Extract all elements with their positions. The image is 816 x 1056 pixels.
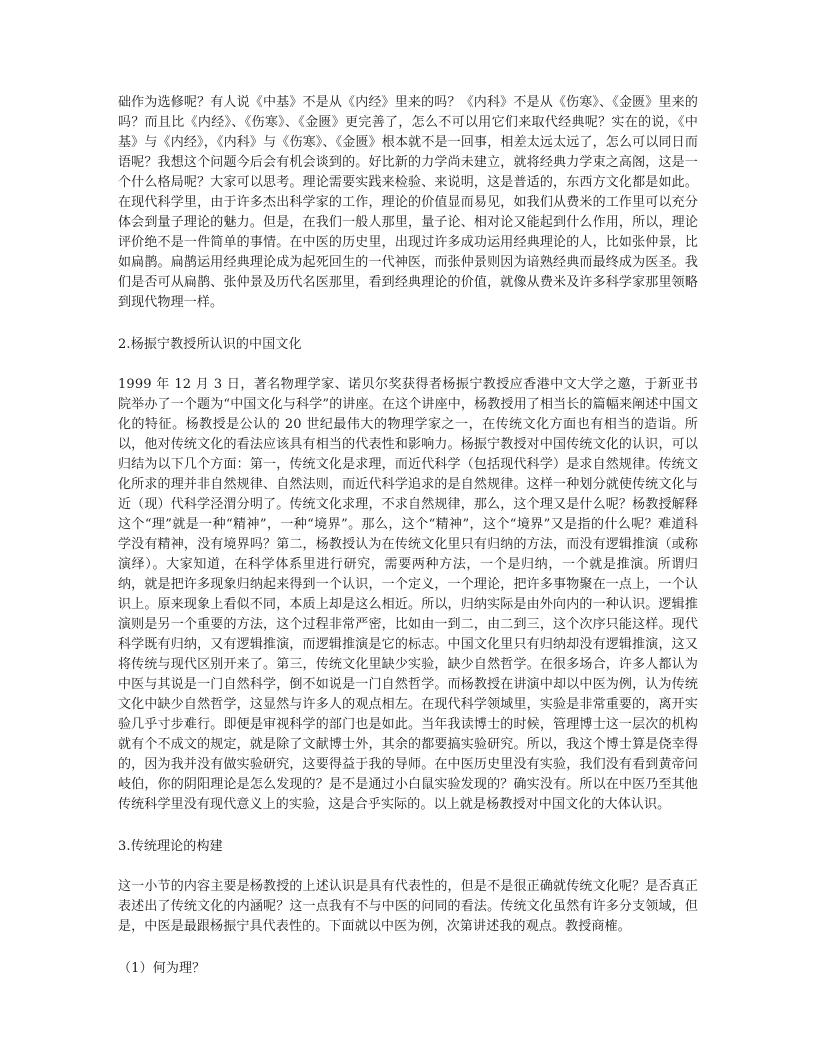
section-heading-yang-view: 2.杨振宁教授所认识的中国文化 [118,337,302,352]
paragraph-yang-lecture: 1999 年 12 月 3 日，著名物理学家、诺贝尔奖获得者杨振宁教授应香港中文大学之邀，于新亚书院举办了一个题为“中国文化与科学”的讲座。在这个讲座中，杨教授用了相当长的篇幅来阐述中国文化的特征。杨教授是公认的 20 世纪最伟大的物理学家之一，在传统文化方面也有相当的造诣。所以，他对传统文化的看法应该具有相当的代表性和影响力。杨振宁教授对中国传统文化的认识，可以归结为以下几个方面：第一，传统文化是求理，而近代科学（包括现代科学）是求自然规律。传统文化所求的理并非自然规律、自然法则，而近代科学追求的是自然规律。这样一种划分就使传统文化与近（现）代科学泾渭分明了。传统文化求理，不求自然规律，那么，这个理又是什么呢？杨教授解释这个“理”就是一种“精神”，一种“境界”。那么，这个“精神”，这个“境界”又是指的什么呢？难道科学没有精神，没有境界吗？第二，杨教授认为在传统文化里只有归纳的方法，而没有逻辑推演（或称演绎）。大家知道，在科学体系里进行研究，需要两种方法，一个是归纳，一个就是推演。所谓归纳，就是把许多现象归纳起来得到一个认识，一个定义，一个理论，把许多事物聚在一点上，一个认识上。原来现象上看似不同，本质上却是这么相近。所以，归纳实际是由外向内的一种认识。逻辑推演则是另一个重要的方法，这个过程非常严密，比如由一到二，由二到三，这个次序只能这样。现代科学既有归纳，又有逻辑推演，而逻辑推演是它的标志。中国文化里只有归纳却没有逻辑推演，这又将传统与现代区别开来了。第三，传统文化里缺少实验，缺少自然哲学。在很多场合，许多人都认为中医与其说是一门自然科学，倒不如说是一门自然哲学。而杨教授在讲演中却以中医为例，认为传统文化中缺少自然哲学，这显然与许多人的观点相左。在现代科学领域里，实验是非常重要的，离开实验几乎寸步难行。即便是审视科学的部门也是如此。当年我读博士的时候，管理博士这一层次的机构就有个不成文的规定，就是除了文献博士外，其余的都要搞实验研究。所以，我这个博士算是侥幸得的，因为我并没有做实验研究，这要得益于我的导师。在中医历史里没有实验，我们没有看到黄帝问岐伯，你的阴阳理论是怎么发现的？是不是通过小白鼠实验发现的？确实没有。所以在中医乃至其他传统科学里没有现代意义上的实验，这是合乎实际的。以上就是杨教授对中国文化的大体认识。 [118,377,698,812]
paragraph-section-intro: 这一小节的内容主要是杨教授的上述认识是具有代表性的，但是不是很正确就传统文化呢？是否真正表述出了传统文化的内涵呢？这一点我有不与中医的问同的看法。传统文化虽然有许多分支领域，但是，中医是最跟杨振宁具代表性的。下面就以中医为例，次第讲述我的观点。教授商榷。 [118,879,698,934]
document-body [118,93,698,979]
paragraph-classics-value: 础作为选修呢？有人说《中基》不是从《内经》里来的吗？《内科》不是从《伤寒》、《金匮》里来的吗？而且比《内经》、《伤寒》、《金匮》更完善了，怎么不可以用它们来取代经典呢？实在的说，《中基》与《内经》，《内科》与《伤寒》、《金匮》根本就不是一回事，相差太远太远了，怎么可以同日而语呢？我想这个问题今后会有机会谈到的。好比新的力学尚未建立，就将经典力学束之高阁，这是一个什么格局呢？大家可以思考。理论需要实践来检验、来说明，这是普适的，东西方文化都是如此。在现代科学里，由于许多杰出科学家的工作，理论的价值显而易见，如我们从费米的工作里可以充分体会到量子理论的魅力。但是，在我们一般人那里，量子论、相对论又能起到什么作用，所以，理论评价绝不是一件简单的事情。在中医的历史里，出现过许多成功运用经典理论的人，比如张仲景，比如扁鹊。扁鹊运用经典理论成为起死回生的一代神医，而张仲景则因为谙熟经典而最终成为医圣。我们是否可从扁鹊、张仲景及历代名医那里，看到经典理论的价值，就像从费米及许多科学家那里领略到现代物理一样。 [118,95,698,310]
section-heading-theory-construction: 3.传统理论的构建 [118,839,223,854]
subsection-heading-what-is-li: （1）何为理？ [118,961,206,976]
